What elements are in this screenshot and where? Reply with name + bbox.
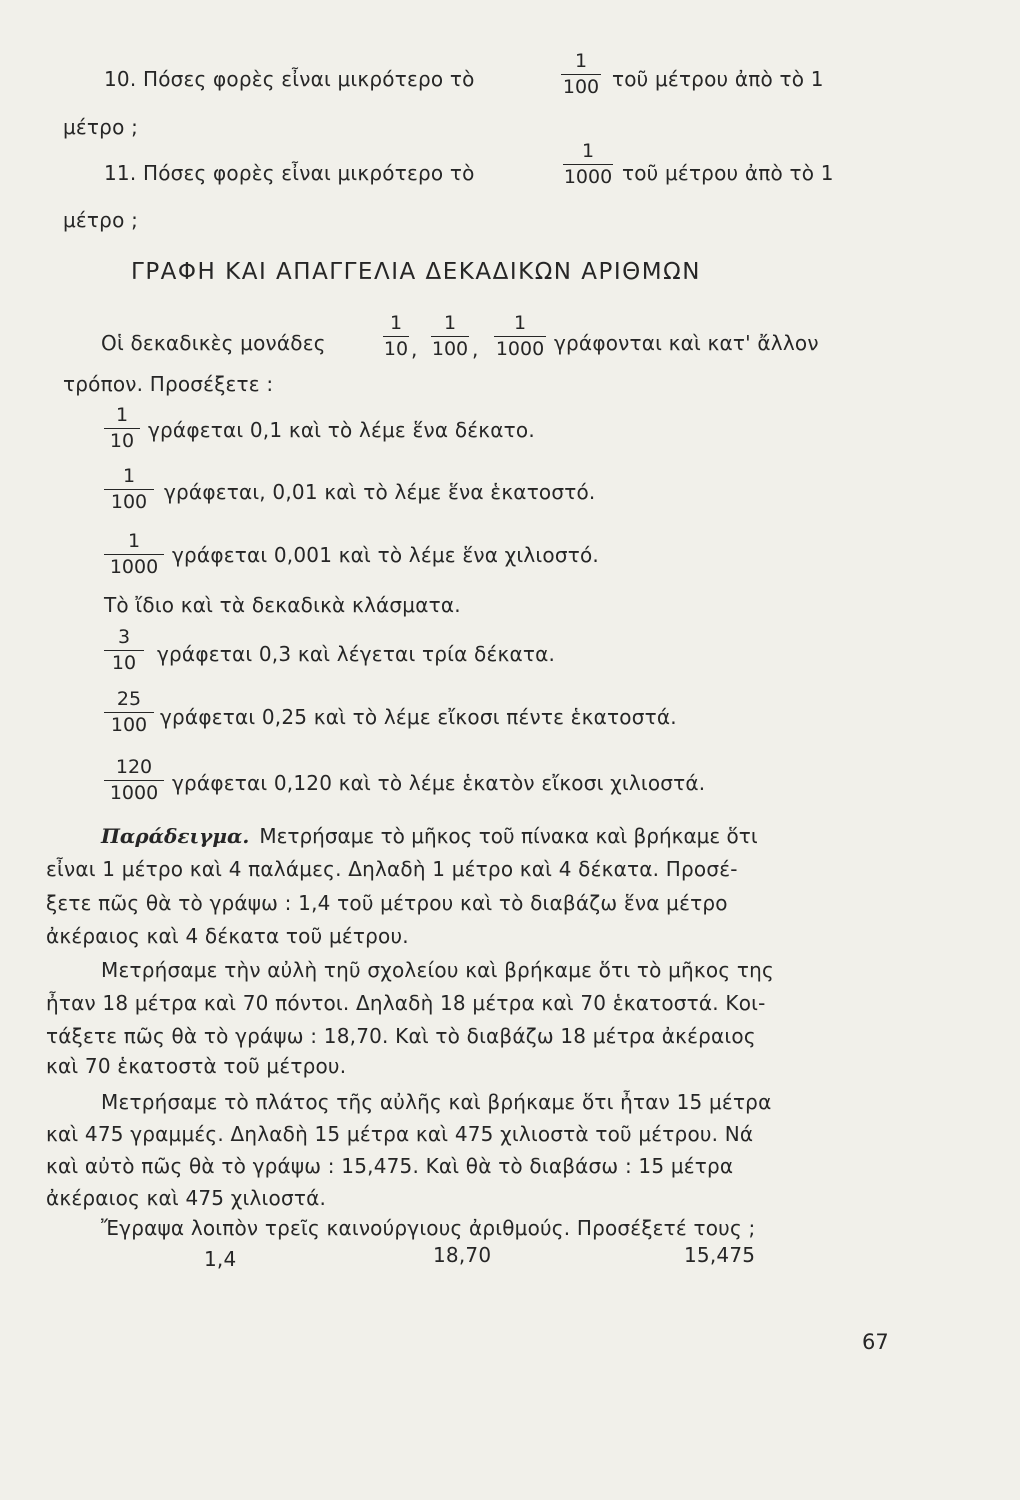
q10-text-a: 10. Πόσες φορὲς εἶναι μικρότερο τὸ (104, 67, 475, 91)
example-p2-line-3: τάξετε πῶς θὰ τὸ γράψω : 18,70. Καὶ τὸ διαβάζω 18 μέτρα ἀκέραιος (46, 1024, 756, 1048)
example-p1-line-1: Μετρήσαμε τὸ μῆκος τοῦ πίνακα καὶ βρήκαμε ὅτι (259, 824, 758, 848)
q10-frac-den: 100 (562, 76, 600, 98)
fraction-text-3: γράφεται 0,120 καὶ τὸ λέμε ἑκατὸν εἴκοσι χιλιοστά. (172, 771, 706, 795)
q10-text-b: τοῦ μέτρου ἀπὸ τὸ 1 (612, 67, 824, 91)
example-p2-line-4: καὶ 70 ἑκατοστὰ τοῦ μέτρου. (46, 1054, 347, 1078)
unit-text-1: γράφεται 0,1 καὶ τὸ λέμε ἕνα δέκατο. (148, 418, 535, 442)
fraction-row-2 (104, 688, 154, 736)
example-number-3: 15,475 (684, 1243, 756, 1267)
intro-fraction-2 (431, 312, 469, 360)
unit-text-2: γράφεται, 0,01 καὶ τὸ λέμε ἕνα ἑκατοστό. (164, 480, 596, 504)
frac-3-den: 1000 (109, 782, 159, 804)
intro-fraction-1 (383, 312, 409, 360)
intro-text-a: Οἱ δεκαδικὲς μονάδες (101, 331, 326, 355)
unit-2-num: 1 (122, 465, 136, 487)
unit-fraction-3 (104, 530, 164, 578)
q11-text-b: τοῦ μέτρου ἀπὸ τὸ 1 (622, 161, 834, 185)
intro-f1-den: 10 (383, 338, 409, 360)
frac-1-num: 3 (117, 626, 131, 648)
q10-fraction (561, 50, 601, 98)
q11-frac-num: 1 (581, 140, 595, 162)
q11-text-line2: μέτρο ; (63, 208, 139, 232)
q11-fraction (563, 140, 613, 188)
unit-text-3: γράφεται 0,001 καὶ τὸ λέμε ἕνα χιλιοστό. (172, 543, 599, 567)
q10-text-line2: μέτρο ; (63, 115, 139, 139)
intro-f2-num: 1 (443, 312, 457, 334)
q11-frac-den: 1000 (563, 166, 613, 188)
intro-f2-den: 100 (431, 338, 469, 360)
q10-frac-num: 1 (574, 50, 588, 72)
fraction-text-1: γράφεται 0,3 καὶ λέγεται τρία δέκατα. (157, 642, 556, 666)
unit-fraction-1 (104, 404, 140, 452)
intro-f1-num: 1 (389, 312, 403, 334)
example-line-1 (101, 823, 891, 849)
q11-text-a: 11. Πόσες φορὲς εἶναι μικρότερο τὸ (104, 161, 475, 185)
example-p2-line-1: Μετρήσαμε τὴν αὐλὴ τηῦ σχολείου καὶ βρήκαμε ὅτι τὸ μῆκος της (101, 958, 774, 982)
frac-2-den: 100 (110, 714, 148, 736)
example-p2-line-2: ἦταν 18 μέτρα καὶ 70 πόντοι. Δηλαδὴ 18 μέτρα καὶ 70 ἑκατοστά. Κοι- (46, 991, 766, 1015)
frac-3-num: 120 (115, 756, 153, 778)
unit-3-den: 1000 (109, 556, 159, 578)
example-p3-line-4: ἀκέραιος καὶ 475 χιλιοστά. (46, 1186, 327, 1210)
frac-2-num: 25 (116, 688, 142, 710)
fraction-row-3 (104, 756, 164, 804)
unit-fraction-2 (104, 465, 154, 513)
intro-sep-1: , (411, 337, 418, 361)
section-heading: ΓΡΑΦΗ ΚΑΙ ΑΠΑΓΓΕΛΙΑ ΔΕΚΑΔΙΚΩΝ ΑΡΙΘΜΩΝ (131, 259, 701, 285)
fraction-row-1 (104, 626, 144, 674)
example-p3-line-3: καὶ αὐτὸ πῶς θὰ τὸ γράψω : 15,475. Καὶ θὰ τὸ διαβάσω : 15 μέτρα (46, 1154, 734, 1178)
intro-text-b: γράφονται καὶ κατ' ἄλλον (554, 331, 819, 355)
intro-sep-2: , (472, 337, 479, 361)
example-p1-line-3: ξετε πῶς θὰ τὸ γράψω : 1,4 τοῦ μέτρου καὶ τὸ διαβάζω ἕνα μέτρο (46, 891, 728, 915)
intro-f3-den: 1000 (495, 338, 545, 360)
example-p4: Ἔγραψα λοιπὸν τρεῖς καινούργιους ἀριθμούς. Προσέξετέ τους ; (101, 1216, 756, 1240)
frac-1-den: 10 (111, 652, 137, 674)
intro-fraction-3 (494, 312, 546, 360)
same-line: Τὸ ἴδιο καὶ τὰ δεκαδικὰ κλάσματα. (104, 593, 461, 617)
fraction-text-2: γράφεται 0,25 καὶ τὸ λέμε εἴκοσι πέντε ἑκατοστά. (160, 705, 677, 729)
unit-1-den: 10 (109, 430, 135, 452)
example-number-2: 18,70 (433, 1243, 492, 1267)
example-p1-line-2: εἶναι 1 μέτρο καὶ 4 παλάμες. Δηλαδὴ 1 μέτρο καὶ 4 δέκατα. Προσέ- (46, 857, 738, 881)
intro-line2: τρόπον. Προσέξετε : (63, 372, 274, 396)
example-p3-line-1: Μετρήσαμε τὸ πλάτος τῆς αὐλῆς καὶ βρήκαμε ὅτι ἦταν 15 μέτρα (101, 1090, 772, 1114)
page-number: 67 (862, 1330, 889, 1354)
example-p3-line-2: καὶ 475 γραμμές. Δηλαδὴ 15 μέτρα καὶ 475 χιλιοστὰ τοῦ μέτρου. Νά (46, 1122, 754, 1146)
example-label: Παράδειγμα. (101, 824, 250, 848)
unit-3-num: 1 (127, 530, 141, 552)
example-number-1: 1,4 (204, 1247, 237, 1271)
unit-2-den: 100 (110, 491, 148, 513)
intro-f3-num: 1 (513, 312, 527, 334)
unit-1-num: 1 (115, 404, 129, 426)
example-p1-line-4: ἀκέραιος καὶ 4 δέκατα τοῦ μέτρου. (46, 924, 409, 948)
